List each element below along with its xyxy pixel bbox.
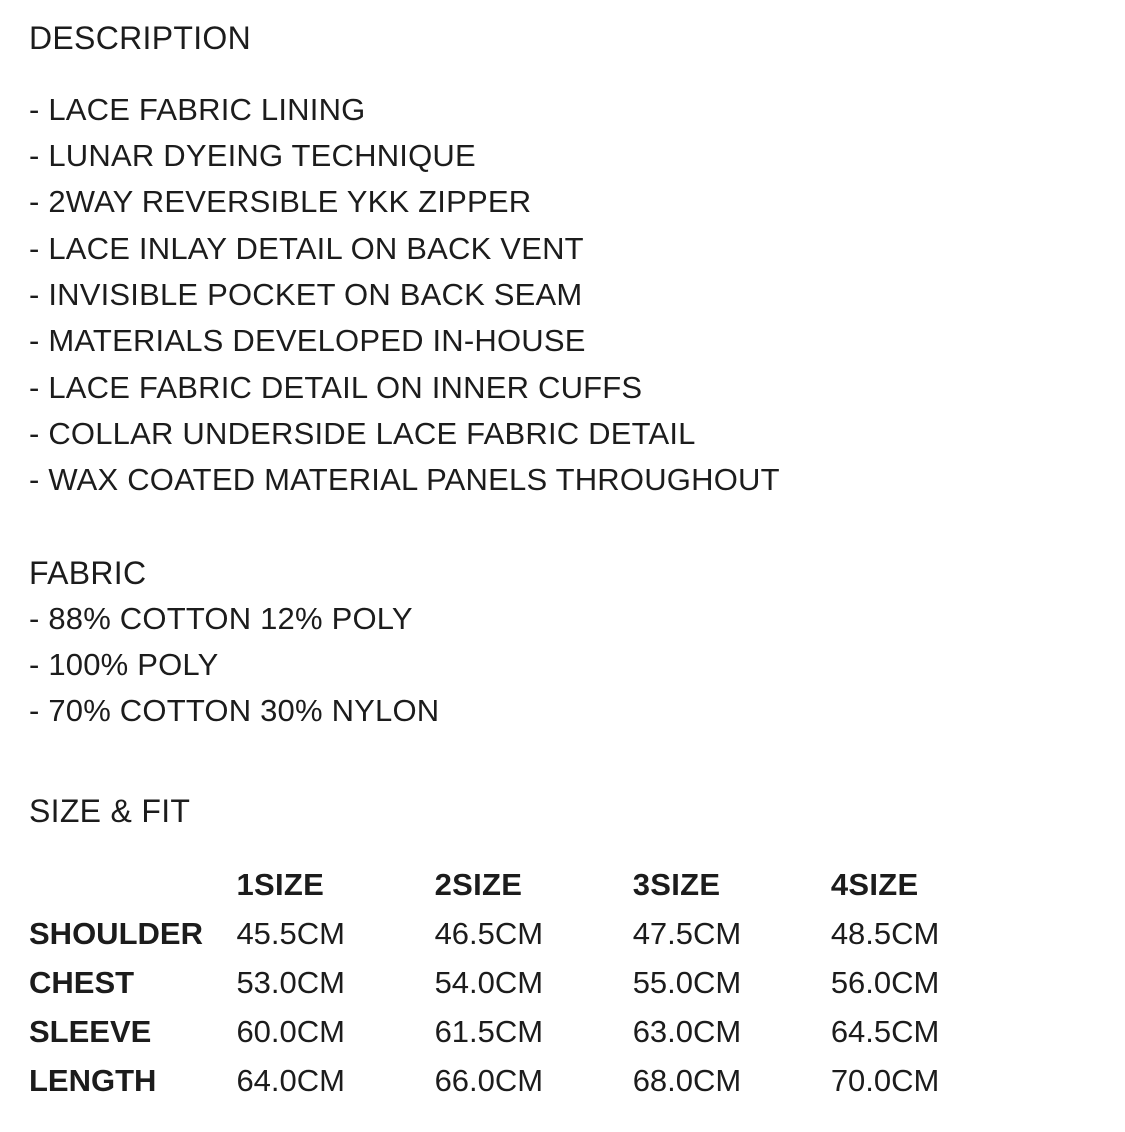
measurement-value: 63.0CM (632, 1013, 742, 1049)
measurement-value: 47.5CM (632, 915, 742, 951)
measurement-value: 55.0CM (632, 964, 742, 1000)
measurement-value: 64.0CM (236, 1062, 345, 1098)
description-item: - LUNAR DYEING TECHNIQUE (29, 138, 476, 173)
size-column-header: 2SIZE (434, 866, 523, 902)
measurement-value: 61.5CM (434, 1013, 544, 1049)
measurement-label: SLEEVE (29, 1013, 152, 1049)
size-fit-heading: SIZE & FIT (29, 793, 191, 829)
size-column-header: 1SIZE (236, 866, 325, 902)
measurement-value: 68.0CM (632, 1062, 742, 1098)
size-table-header-row (29, 860, 1029, 909)
size-table-corner (29, 860, 236, 909)
measurement-value: 48.5CM (830, 915, 940, 951)
description-item: - WAX COATED MATERIAL PANELS THROUGHOUT (29, 462, 780, 497)
fabric-item: - 70% COTTON 30% NYLON (29, 693, 440, 728)
size-column-header: 3SIZE (632, 866, 721, 902)
size-table (29, 860, 1029, 1105)
measurement-value: 56.0CM (830, 964, 940, 1000)
description-item: - MATERIALS DEVELOPED IN-HOUSE (29, 323, 586, 358)
description-item: - 2WAY REVERSIBLE YKK ZIPPER (29, 184, 532, 219)
table-row (29, 1056, 1029, 1105)
measurement-value: 66.0CM (434, 1062, 544, 1098)
description-heading: DESCRIPTION (29, 20, 251, 56)
fabric-item: - 100% POLY (29, 647, 219, 682)
table-row (29, 1007, 1029, 1056)
size-column-header: 4SIZE (830, 866, 919, 902)
measurement-value: 60.0CM (236, 1013, 345, 1049)
table-row (29, 958, 1029, 1007)
description-item: - LACE FABRIC DETAIL ON INNER CUFFS (29, 370, 643, 405)
measurement-value: 54.0CM (434, 964, 544, 1000)
description-item: - LACE FABRIC LINING (29, 92, 366, 127)
fabric-item: - 88% COTTON 12% POLY (29, 601, 413, 636)
fabric-heading: FABRIC (29, 555, 147, 591)
measurement-value: 46.5CM (434, 915, 544, 951)
description-item: - LACE INLAY DETAIL ON BACK VENT (29, 231, 584, 266)
measurement-value: 53.0CM (236, 964, 345, 1000)
measurement-value: 45.5CM (236, 915, 345, 951)
measurement-label: SHOULDER (29, 915, 203, 951)
measurement-value: 70.0CM (830, 1062, 940, 1098)
description-item: - INVISIBLE POCKET ON BACK SEAM (29, 277, 583, 312)
measurement-label: LENGTH (29, 1062, 157, 1098)
table-row (29, 909, 1029, 958)
measurement-label: CHEST (29, 964, 135, 1000)
description-item: - COLLAR UNDERSIDE LACE FABRIC DETAIL (29, 416, 696, 451)
measurement-value: 64.5CM (830, 1013, 940, 1049)
